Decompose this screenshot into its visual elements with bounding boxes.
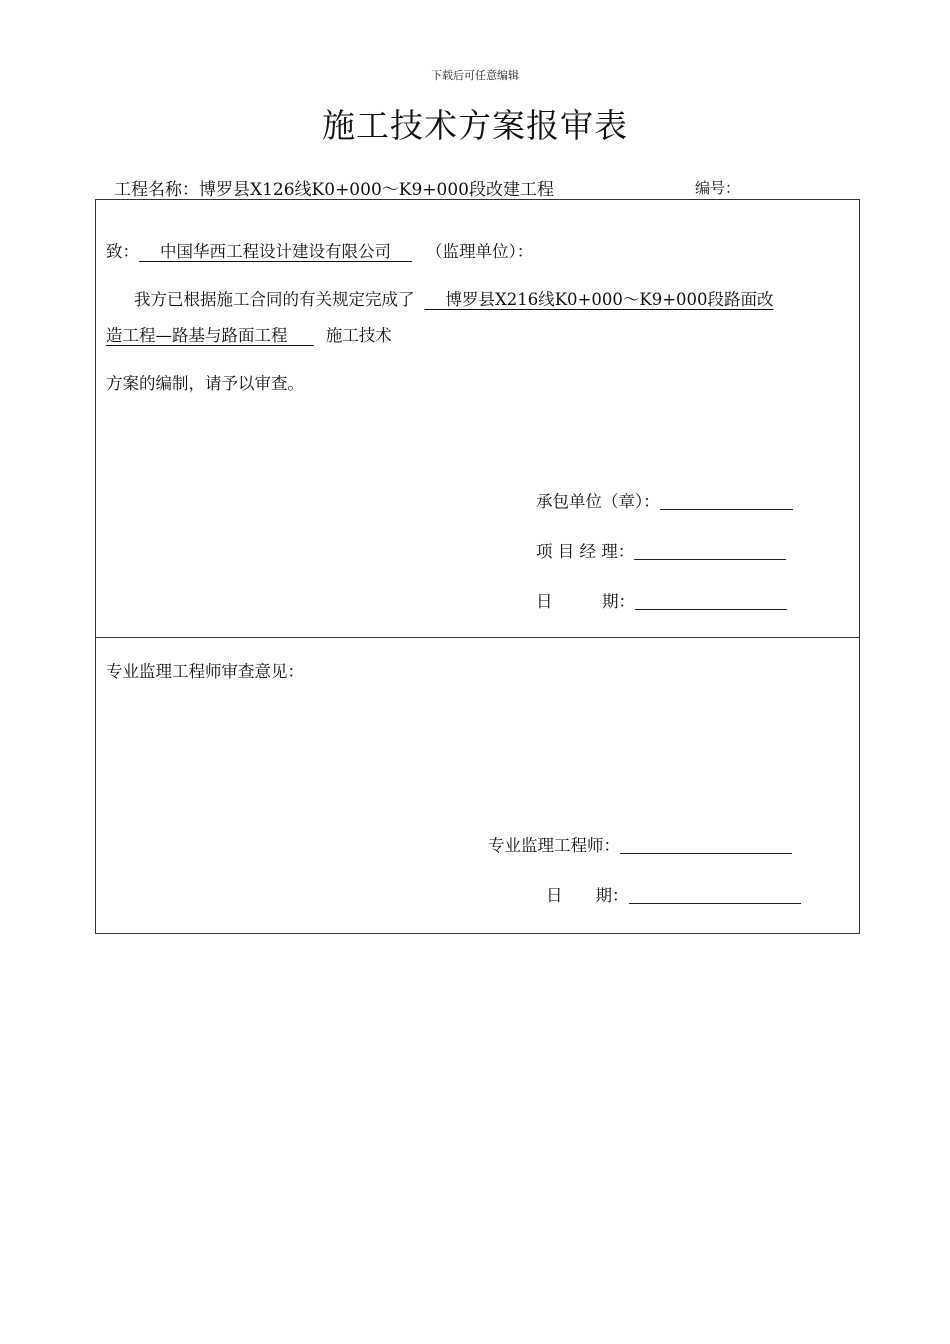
recipient-role: （监理单位）： bbox=[425, 242, 534, 261]
project-name-line bbox=[114, 175, 554, 200]
section-divider bbox=[96, 637, 859, 638]
engineer-signature-line bbox=[488, 832, 792, 856]
to-label: 致： bbox=[106, 242, 139, 261]
project-name-value: 博罗县X126线K0+000～K9+000段改建工程 bbox=[199, 180, 554, 200]
body-line-2 bbox=[106, 322, 392, 346]
application-date-label: 日 期： bbox=[536, 592, 635, 611]
recipient-name: 中国华西工程设计建设有限公司 bbox=[159, 242, 391, 261]
application-date-blank bbox=[635, 609, 787, 610]
engineer-blank bbox=[620, 853, 792, 854]
application-date-line bbox=[536, 588, 787, 612]
body-suffix: 施工技术 bbox=[325, 326, 392, 345]
body-line-3: 方案的编制，请予以审查。 bbox=[106, 374, 304, 393]
contractor-label: 承包单位（章）： bbox=[536, 492, 660, 511]
review-form-table bbox=[95, 199, 860, 934]
review-date-label: 日 期： bbox=[546, 886, 629, 905]
manager-blank bbox=[634, 559, 786, 560]
project-name-label: 工程名称： bbox=[114, 180, 199, 200]
serial-number-label: 编号： bbox=[695, 179, 741, 197]
engineer-label: 专业监理工程师： bbox=[488, 836, 620, 855]
body-prefix: 我方已根据施工合同的有关规定完成了 bbox=[134, 290, 415, 309]
project-underlined-part2: 造工程—路基与路面工程 bbox=[106, 326, 288, 345]
page-title: 施工技术方案报审表 bbox=[322, 106, 628, 145]
review-heading: 专业监理工程师审查意见： bbox=[106, 662, 304, 681]
review-date-blank bbox=[629, 903, 801, 904]
contractor-blank bbox=[660, 509, 793, 510]
review-date-line bbox=[546, 882, 801, 906]
header-note: 下载后可任意编辑 bbox=[431, 69, 519, 82]
project-underlined-part1: 博罗县X216线K0+000～K9+000段路面改 bbox=[445, 290, 774, 309]
body-line-1 bbox=[134, 286, 774, 310]
contractor-signature-line bbox=[536, 488, 793, 512]
addressee-line bbox=[106, 238, 533, 262]
manager-label: 项 目 经 理： bbox=[536, 542, 635, 561]
manager-signature-line bbox=[536, 538, 786, 562]
